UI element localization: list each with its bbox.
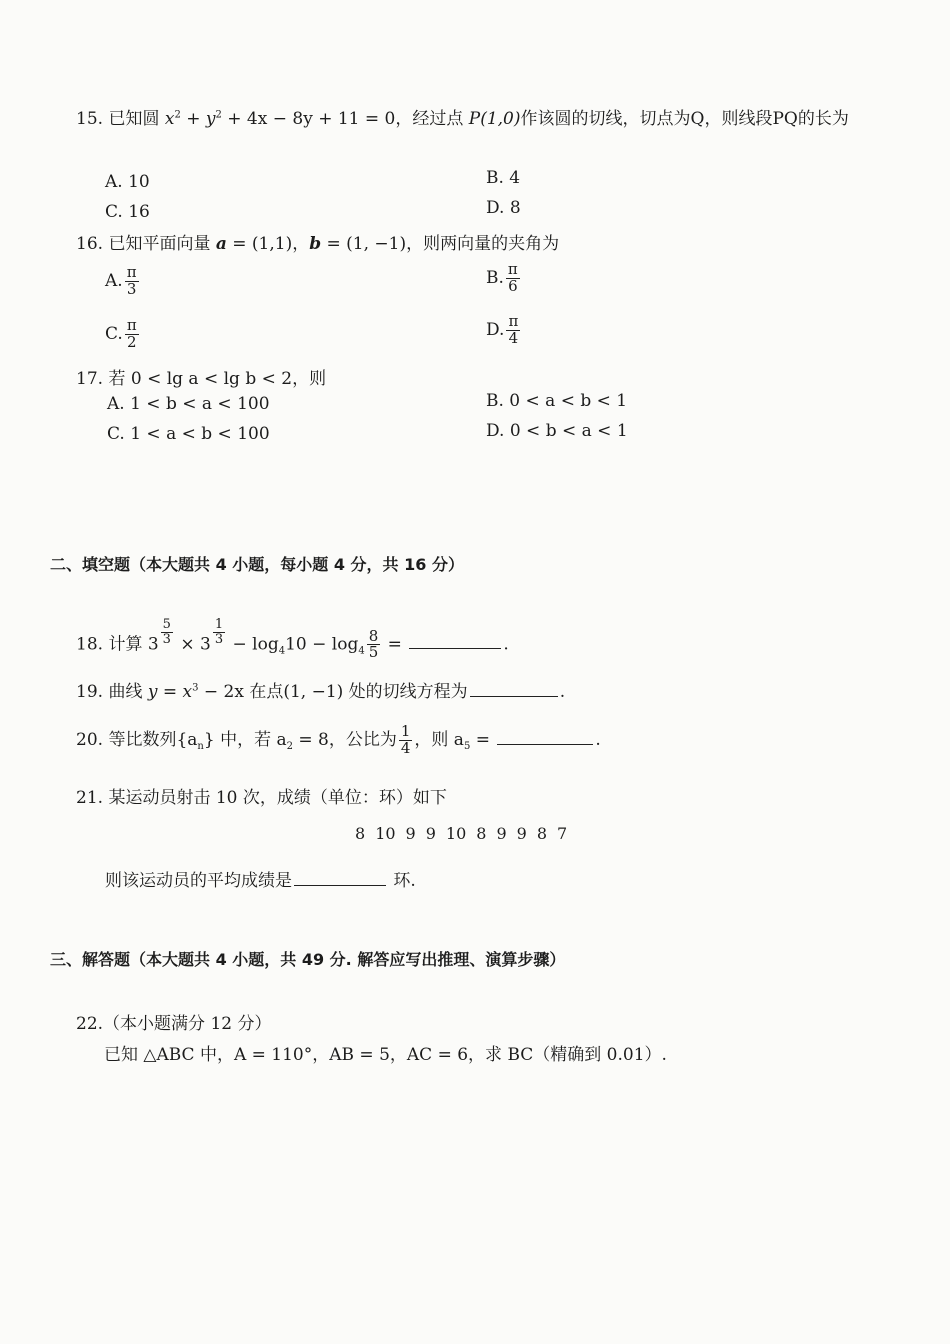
q15-option-d: D. 8 [486, 198, 521, 218]
q18-exp2-den: 3 [214, 631, 224, 647]
q21-score: 9 [496, 824, 507, 843]
q15-point: P(1,0) [468, 109, 521, 129]
q17-option-b: B. 0 < a < b < 1 [486, 391, 628, 411]
q16-option-d [486, 314, 522, 347]
q18-end: . [503, 634, 509, 655]
q16-prefix: 16. 已知平面向量 [76, 234, 211, 254]
q16-a-num: π [126, 263, 137, 281]
q16-option-a [105, 265, 141, 298]
q16-option-b [486, 262, 522, 295]
q19-func: y = x [147, 682, 193, 702]
q18-equals: = [382, 634, 408, 655]
q18-exp1 [161, 618, 173, 646]
q16-vec-a: a [215, 234, 227, 254]
q19-func-rest: − 2x 在点(1, −1) 处的切线方程为 [198, 682, 468, 702]
q18-frac-num: 8 [368, 626, 379, 645]
q16-a-fraction [125, 265, 139, 298]
q18-exp1-den: 3 [162, 631, 171, 647]
q17-option-a: A. 1 < b < a < 100 [107, 394, 270, 414]
q18-log1-base: 4 [278, 645, 286, 657]
q21-score: 8 [476, 824, 487, 843]
q16-vec-b: b [309, 234, 322, 254]
q20-equals: = [470, 729, 496, 750]
q20-middle3: ，则 a [414, 729, 464, 750]
q18-log2-base: 4 [358, 645, 365, 657]
q16-vec-a-val: = (1,1)， [226, 234, 310, 254]
q19-answer-blank[interactable] [470, 694, 558, 697]
q18-exp1-num: 5 [162, 617, 171, 632]
q15-eq-y: y [205, 109, 216, 129]
q19-line [76, 677, 565, 702]
q15-stem: 15. 已知圆 $x^2 + y^2 + 4x - 8y + 11 = 0$，经过点 P(1,0)作该圆的切线，切点为Q，则线段PQ的长为 [76, 109, 849, 129]
q20-sub-2: 2 [286, 741, 293, 753]
q17-stem: 17. 若 0 < lg a < lg b < 2，则 [76, 369, 327, 389]
q18-times: × 3 [174, 634, 211, 655]
q16-c-fraction [125, 318, 139, 351]
q20-line [76, 724, 601, 757]
q20-sub-5: 5 [463, 741, 471, 753]
q17-option-d: D. 0 < b < a < 1 [486, 421, 628, 441]
q15-middle: ，经过点 [395, 109, 464, 129]
q16-option-c [105, 318, 141, 351]
q18-line [76, 618, 509, 661]
q18-answer-blank[interactable] [409, 646, 501, 649]
q16-d-num: π [508, 312, 519, 330]
q21-answer-blank[interactable] [294, 883, 386, 886]
q20-end: . [595, 729, 601, 750]
q20-middle: } 中，若 a [203, 729, 287, 750]
q21-score: 9 [516, 824, 527, 843]
q16-d-label: D. [486, 319, 505, 340]
q16-b-label: B. [486, 267, 504, 288]
q20-frac-den: 4 [400, 738, 411, 757]
q20-answer-blank[interactable] [497, 742, 593, 745]
q15-option-c: C. 16 [105, 202, 150, 222]
q18-prefix: 18. 计算 3 [76, 634, 159, 655]
q19-func-exp: 3 [192, 682, 199, 694]
q16-c-den: 2 [126, 332, 137, 351]
q19-end: . [559, 682, 566, 702]
q17-option-c: C. 1 < a < b < 100 [107, 424, 270, 444]
q20-prefix: 20. 等比数列{a [76, 729, 198, 750]
q16-a-label: A. [105, 270, 123, 291]
q15-suffix: 作该圆的切线，切点为Q，则线段PQ的长为 [520, 109, 849, 129]
q18-frac-den: 5 [368, 643, 379, 662]
q16-b-fraction [506, 262, 520, 295]
q18-log1: − log [227, 634, 279, 655]
q21-unit: 环. [393, 871, 416, 891]
q15-option-a: A. 10 [105, 172, 150, 192]
q21-question [105, 866, 416, 891]
q19-prefix: 19. 曲线 [76, 682, 148, 702]
q15-option-b: B. 4 [486, 168, 521, 188]
q16-vec-b-val: = (1, −1)，则两向量的夹角为 [321, 234, 560, 254]
q16-d-fraction [506, 314, 520, 347]
q22-header: 22.（本小题满分 12 分） [76, 1014, 272, 1034]
q21-question-text: 则该运动员的平均成绩是 [105, 871, 292, 891]
q18-exp2-num: 1 [214, 617, 224, 632]
q16-a-den: 3 [126, 279, 137, 298]
q21-score: 10 [375, 824, 396, 843]
q18-exp2 [213, 618, 225, 646]
q16-c-num: π [126, 316, 137, 334]
q21-score: 10 [445, 824, 467, 843]
q21-score: 9 [425, 824, 436, 843]
q15-prefix: 15. 已知圆 [76, 109, 160, 129]
section-3-title: 三、解答题（本大题共 4 小题，共 49 分. 解答应写出推理、演算步骤） [50, 950, 566, 969]
q20-middle2: = 8，公比为 [292, 729, 397, 750]
q16-d-den: 4 [508, 328, 519, 347]
q16-b-num: π [507, 260, 518, 278]
q16-c-label: C. [105, 323, 123, 344]
q21-stem: 21. 某运动员射击 10 次，成绩（单位：环）如下 [76, 788, 447, 808]
q18-log-arg: 10 − log [285, 634, 359, 655]
q18-fraction [367, 626, 381, 662]
q16-stem [76, 229, 559, 254]
q21-score: 8 [536, 824, 548, 843]
q20-frac-num: 1 [400, 722, 411, 740]
section-2-title: 二、填空题（本大题共 4 小题，每小题 4 分，共 16 分） [50, 555, 464, 574]
q16-b-den: 6 [508, 276, 518, 295]
q21-score: 9 [405, 824, 416, 843]
q21-scores [355, 824, 577, 843]
q21-score: 7 [557, 824, 568, 843]
q15-eq-rest: + 4x − 8y + 11 = 0 [221, 109, 396, 129]
q20-sub-n: n [197, 741, 204, 753]
q15-eq-x: x [164, 109, 175, 129]
q21-score: 8 [355, 824, 366, 843]
q20-fraction [399, 724, 413, 757]
q22-body: 已知 △ABC 中，A = 110°，AB = 5，AC = 6，求 BC（精确到 0.01）. [104, 1045, 667, 1065]
